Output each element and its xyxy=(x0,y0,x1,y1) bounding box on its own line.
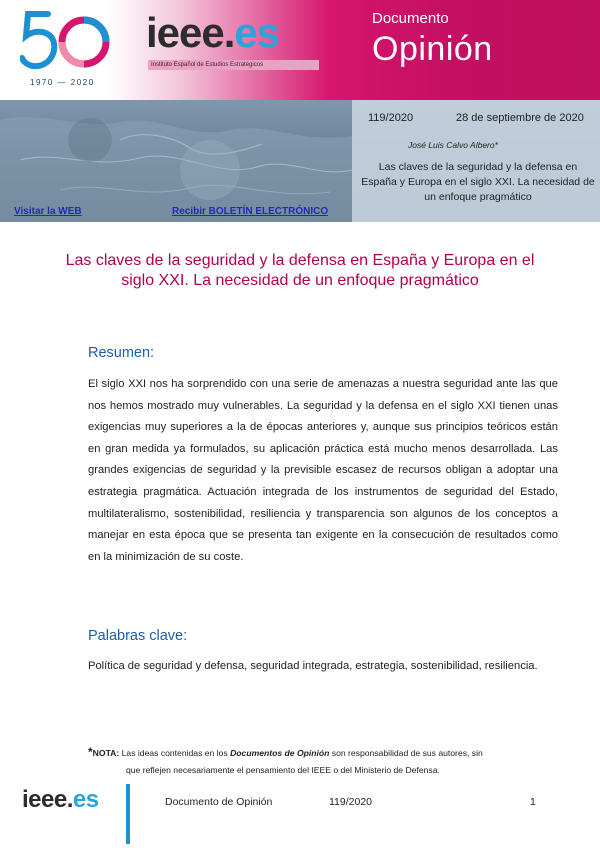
anniversary-years: 1970 — 2020 xyxy=(30,78,95,87)
brand-dot: . xyxy=(223,9,235,56)
page-number: 1 xyxy=(530,796,536,808)
keywords-heading: Palabras clave: xyxy=(88,628,188,644)
note-emphasis: Documentos de Opinión xyxy=(230,748,330,758)
note-text-b: son responsabilidad de sus autores, sin xyxy=(329,748,483,758)
footer-divider xyxy=(126,784,130,844)
footer-brand-ieee: ieee. xyxy=(22,786,73,813)
doc-number: 119/2020 xyxy=(368,112,414,124)
footer-doc-number: 119/2020 xyxy=(329,796,373,808)
note-star: * xyxy=(88,745,93,759)
ieee-brand-logo xyxy=(146,8,279,58)
brand-es: es xyxy=(234,9,280,56)
doc-author: José Luis Calvo Albero* xyxy=(408,140,498,150)
note-line-2: que reflejen necesariamente el pensamiento del IEEE o del Ministerio de Defensa. xyxy=(126,765,440,775)
bulletin-link[interactable]: Recibir BOLETÍN ELECTRÓNICO xyxy=(172,206,329,217)
footer-doc-label: Documento de Opinión xyxy=(165,796,273,808)
document-title: Las claves de la seguridad y la defensa en España y Europa en el siglo XXI. La necesidad de un enfoque pragmático xyxy=(65,252,535,289)
abstract-text: El siglo XXI nos ha sorprendido con una serie de amenazas a nuestra seguridad ante las que nos hemos mostrado muy vulnerables. La seguridad y la defensa en el siglo XXI tienen unas exigencias muy superiores a la de épocas anteriores y, aunque sus principios teóricos están en gran medida ya formulados, su aplicación práctica está mucho menos desarrollada. Las grandes exigencias de seguridad y la previsible escasez de recursos obligan a adoptar una estrategia pragmática. Actuación integrada de los instrumentos de seguridad del Estado, multilateralismo, sostenibilidad, resiliencia y transparencia son algunos de los conceptos a manejar en esta época que se presenta tan exigente en la consecución de resultados como en la minimización de su coste. xyxy=(88,378,558,563)
abstract-heading: Resumen: xyxy=(88,345,155,361)
footer-brand-logo xyxy=(22,786,99,814)
note-label: NOTA: xyxy=(92,748,120,758)
doc-date: 28 de septiembre de 2020 xyxy=(456,112,584,124)
doc-type-big: Opinión xyxy=(372,30,493,68)
header-short-title: Las claves de la seguridad y la defensa en España y Europa en el siglo XXI. La necesidad de un enfoque pragmático xyxy=(361,161,595,203)
brand-ieee: ieee xyxy=(146,9,224,56)
note-text-a: Las ideas contenidas en los xyxy=(119,748,231,758)
visit-web-link[interactable]: Visitar la WEB xyxy=(14,206,82,217)
keywords-text: Política de seguridad y defensa, seguridad integrada, estrategia, sostenibilidad, resiliencia. xyxy=(88,660,538,672)
disclaimer-note xyxy=(88,744,564,779)
doc-type-small: Documento xyxy=(372,10,449,27)
brand-subtitle: Instituto Español de Estudios Estratégicos xyxy=(148,60,319,70)
footer-brand-es: es xyxy=(72,786,99,813)
